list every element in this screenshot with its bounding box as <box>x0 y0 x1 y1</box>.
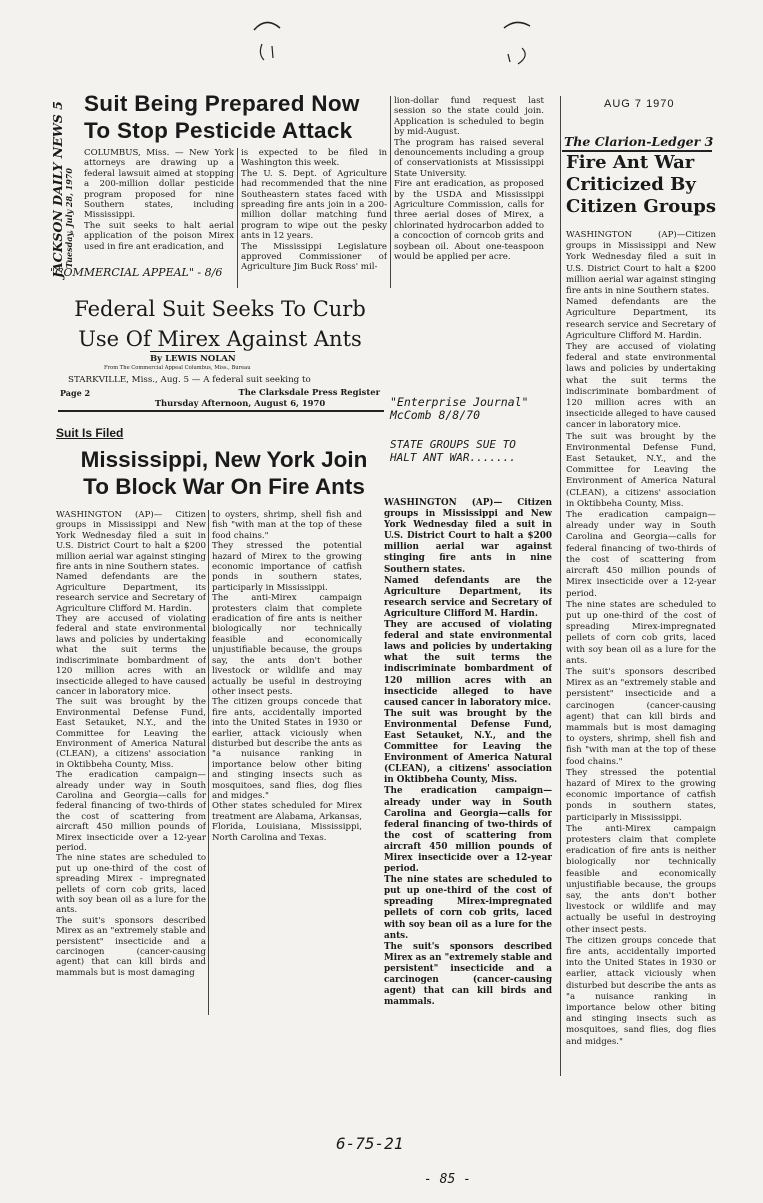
clarion-masthead: The Clarion-Ledger <box>564 134 701 149</box>
clarion-headline-line2: Criticized By <box>566 174 696 195</box>
clarion-headline-line1: Fire Ant War <box>566 152 695 173</box>
clarksdale-headline-line1: Mississippi, New York Join <box>80 447 368 472</box>
column-divider <box>208 510 209 1015</box>
commercial-appeal-byline: By LEWIS NOLAN <box>150 354 236 364</box>
enterprise-journal-body: WASHINGTON (AP)— Citizen groups in Mississippi and New York Wednesday filed a suit in U.S. District Court to halt a $200 million aerial war against stinging fire ants in nine Southern states. Named defendants are the Agriculture Department, its research service and Secretary of Agriculture Clifford M. Hardin. They are accused of violating federal and state environmental laws and policies by undertaking what the suit terms the indiscriminate bombardment of 120 million acres with an insecticide alleged to have caused cancer in laboratory mice. The suit was brought by the Environmental Defense Fund, East Setauket, N.Y., and the Committee for Leaving the Environment of America Natural (CLEAN), a citizens' association in Oktibbeha County, Miss. The eradication campaign—already under way in South Carolina and Georgia—calls for federal financing of two-thirds of the cost of scattering from aircraft 450 million pounds of Mirex insecticide over a 12-year period. The nine states are scheduled to put up one-third of the cost of spreading Mirex-impregnated pellets of corn cob grits, laced with soy bean oil as a lure for the ants. The suit's sponsors described Mirex as an "extremely stable and persistent" insecticide and a carcinogen (cancer-causing agent) that can kill birds and mammals. <box>384 498 552 1008</box>
jackson-col1: COLUMBUS, Miss. — New York attorneys are drawing up a federal lawsuit aimed at stopping a 200-million dollar pesticide program proposed for nine Southern states, including Mississippi. The suit seeks to halt aerial application of the poison Mirex used in fire ant eradication, and <box>84 148 234 252</box>
jackson-headline-line1: Suit Being Prepared Now <box>84 91 360 116</box>
enterprise-journal-source-line2: McComb 8/8/70 <box>390 408 481 422</box>
jackson-page-number: 5 <box>50 101 65 110</box>
commercial-appeal-bureau: From The Commercial Appeal Columbus, Miss., Bureau <box>104 365 251 371</box>
jackson-col2: is expected to be filed in Washington this week. The U. S. Dept. of Agriculture had recommended that the nine Southeastern states faced with spreading fire ants join in a 200-million dollar matching fund program to wipe out the pesky ants in 12 years. The Mississippi Legislature approved Commissioner of Agriculture Jim Buck Ross' mil- <box>241 148 387 273</box>
jackson-date: Tuesday, July 28, 1970 <box>64 168 74 268</box>
commercial-appeal-headline-line2: Use Of Mirex Against Ants <box>78 327 362 351</box>
clarion-masthead-row <box>564 134 714 149</box>
headline-underline <box>150 351 235 352</box>
enterprise-journal-note-line2: HALT ANT WAR....... <box>390 451 516 464</box>
clarksdale-page: Page 2 <box>60 388 91 398</box>
enterprise-journal-note <box>390 438 560 464</box>
enterprise-journal-source <box>390 396 550 422</box>
clarion-body: WASHINGTON (AP)—Citizen groups in Mississippi and New York Wednesday filed a suit in U.S. District Court to halt a $200 million aerial war against stinging fire ants in nine Southern states. Named defendants are the Agriculture Department, its research service and Secretary of Agriculture Clifford M. Hardin. They are accused of violating federal and state environmental laws and policies by undertaking what the suit terms the indiscriminate bombardment of 120 million acres with an insecticide alleged to have caused cancer in laboratory mice. The suit was brought by the Environmental Defense Fund, East Setauket, N.Y., and the Committee for Leaving the Environment of America Natural (CLEAN), a citizens' association in Oktibbeha County, Miss. The eradication campaign—already under way in South Carolina and Georgia—calls for federal financing of two-thirds of the cost of scattering from aircraft 450 million pounds of Mirex insecticide over a 12-year period. The nine states are scheduled to put up one-third of the cost of spreading Mirex-impregnated pellets of corn cob grits, laced with soy bean oil as a lure for the ants. The suit's sponsors described Mirex as an "extremely stable and persistent" insecticide and a carcinogen (cancer-causing agent) that can kill birds and mammals but is most damaging to oysters, shrimp, shell fish and fish "with man at the top of these food chains." They stressed the potential hazard of Mirex to the growing economic importance of catfish ponds in southern states, participarly in Mississippi. The anti-Mirex campaign protesters claim that complete eradication of fire ants is neither biologically nor technically feasible and economically unjustifiable because, the groups say, the ants don't bother livestock or wildlife and may actually be useful in destroying other insect pests. The citizen groups concede that fire ants, accidentally imported into the United States in 1930 or earlier, attack viciously when disturbed but describe the ants as "a nuisance ranking in importance below other biting and stinging insects such as mosquitoes, sand flies, dog flies and midges." <box>566 230 716 1047</box>
punch-hole-mark-right <box>496 14 540 70</box>
clarksdale-col2: to oysters, shrimp, shell fish and fish "with man at the top of these food chains." They stressed the potential hazard of Mirex to the growing economic importance of catfish ponds in southern states, participarly in Mississippi. The anti-Mirex campaign protesters claim that complete eradication of fire ants is neither biologically nor technically feasible and economically unjustifiable because, the groups say, the ants don't bother livestock or wildlife and may actually be useful in destroying other insect pests. The citizen groups concede that fire ants, accidentally imported into the United States in 1930 or earlier, attack viciously when disturbed but describe the ants as "a nuisance ranking in importance below other biting and stinging insects such as mosquitoes, sand flies, dog flies and midges." Other states scheduled for Mirex treatment are Alabama, Arkansas, Florida, Louisiana, Mississippi, North Carolina and Texas. <box>212 510 362 843</box>
clarksdale-rule <box>58 410 384 412</box>
clarion-date-stamp: AUG 7 1970 <box>604 98 675 110</box>
jackson-masthead: JACKSON DAILY NEWS <box>50 114 65 278</box>
jackson-headline <box>84 90 384 144</box>
clarion-page-number: 3 <box>704 134 714 149</box>
clarion-headline <box>566 152 716 218</box>
handwritten-page-mark: - 85 - <box>424 1172 471 1187</box>
clarksdale-col1: WASHINGTON (AP)— Citizen groups in Mississippi and New York Wednesday filed a suit in U.S. District Court to halt a $200 million aerial war against stinging fire ants in nine Southern states. Named defendants are the Agriculture Department, its research service and Secretary of Agriculture Clifford M. Hardin. They are accused of violating federal and state environmental laws and policies by undertaking what the suit terms the indiscriminate bombardment of 120 million acres with an insecticide alleged to have caused cancer in laboratory mice. The suit was brought by the Environmental Defense Fund, East Setauket, N.Y., and the Committee for Leaving the Environment of America Natural (CLEAN), a citizens' association in Oktibbeha County, Miss. The eradication campaign—already under way in South Carolina and Georgia—calls for federal financing of two-thirds of the cost of scattering from aircraft 450 million pounds of Mirex insecticide over a 12-year period. The nine states are scheduled to put up one-third of the cost of spreading Mirex - impregnated pellets of corn cob grits, laced with soy bean oil as a lure for the ants. The suit's sponsors described Mirex as an "extremely stable and persistent" insecticide and a carcinogen (cancer-causing agent) that can kill birds and mammals but is most damaging <box>56 510 206 978</box>
jackson-col3: lion-dollar fund request last session so the state could join. Application is scheduled to begin by mid-August. The program has raised several denouncements including a group of conservationists at Mississippi State University. Fire ant eradication, as proposed by the USDA and Mississippi Agriculture Commission, calls for three aerial doses of Mirex, a chlorinated hydrocarbon added to a concoction of corncob grits and soybean oil. About one-teaspoon would be applied per acre. <box>394 96 544 263</box>
handwritten-file-number: 6-75-21 <box>336 1134 404 1153</box>
jackson-headline-line2: To Stop Pesticide Attack <box>84 118 353 143</box>
enterprise-journal-source-line1: "Enterprise Journal" <box>390 395 529 409</box>
clarksdale-paper: The Clarksdale Press Register <box>238 387 380 397</box>
column-divider <box>390 96 391 288</box>
clarksdale-kicker: Suit Is Filed <box>56 426 124 440</box>
enterprise-journal-note-line1: STATE GROUPS SUE TO <box>390 438 516 451</box>
jackson-masthead-vertical <box>50 98 74 278</box>
clarksdale-headline <box>56 446 392 500</box>
commercial-appeal-headline-line1: Federal Suit Seeks To Curb <box>74 297 366 321</box>
commercial-appeal-headline <box>50 294 390 354</box>
commercial-appeal-dateline: STARKVILLE, Miss., Aug. 5 — A federal suit seeking to <box>68 375 311 385</box>
clarksdale-headline-line2: To Block War On Fire Ants <box>83 474 365 499</box>
commercial-appeal-source-note: "COMMERCIAL APPEAL" - 8/6 <box>50 266 223 279</box>
clarksdale-date: Thursday Afternoon, August 6, 1970 <box>154 398 326 408</box>
punch-hole-mark-left <box>248 14 288 64</box>
column-divider <box>560 96 561 1076</box>
clarion-headline-line3: Citizen Groups <box>566 196 717 217</box>
